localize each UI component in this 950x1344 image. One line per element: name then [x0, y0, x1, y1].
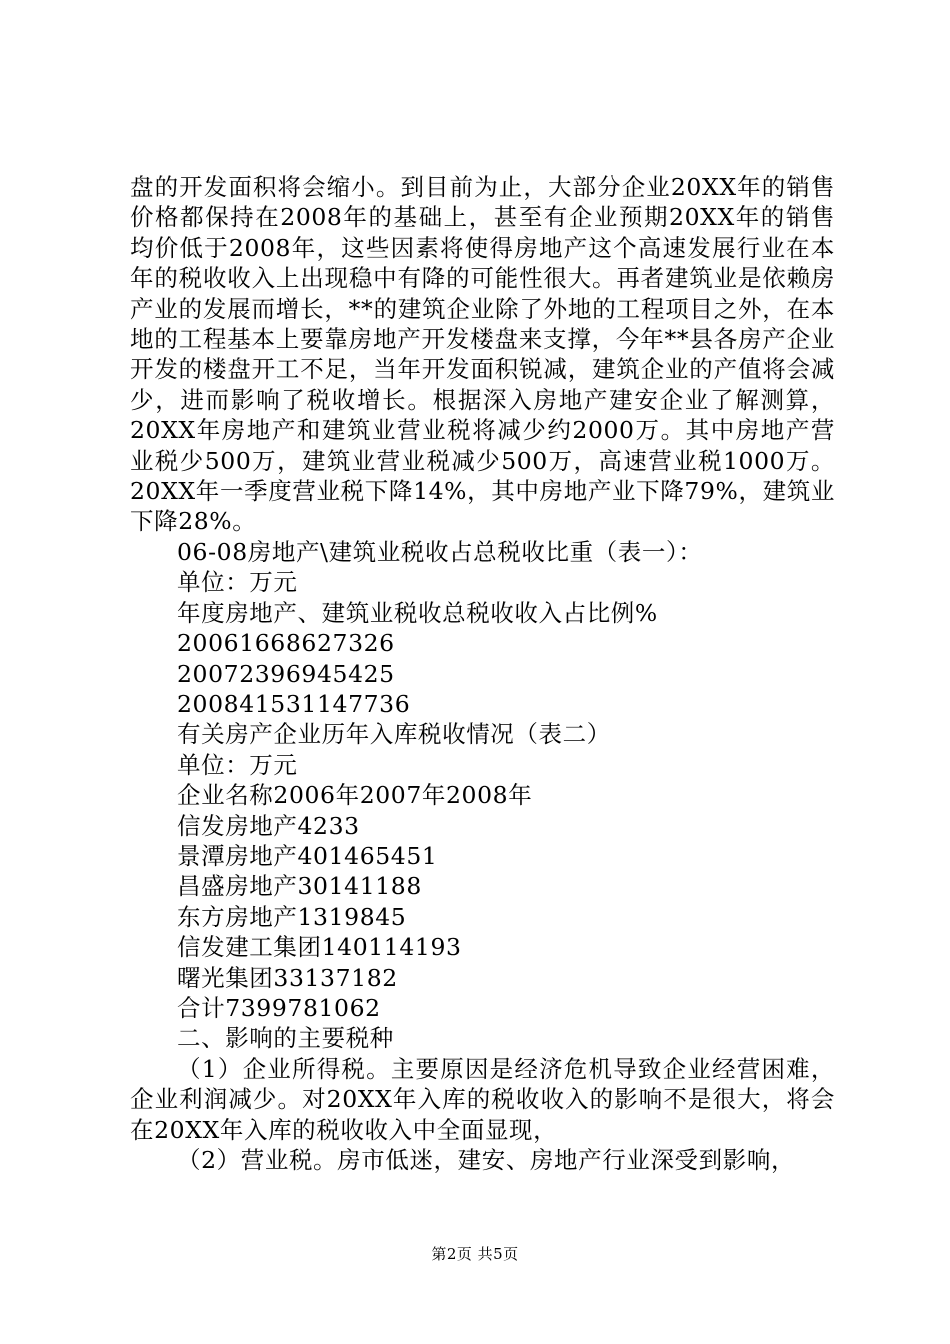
table-2-row: 景潭房地产401465451 — [177, 841, 438, 870]
document-body — [130, 172, 835, 1175]
paragraph-business-tax: （2）营业税。房市低迷，建安、房地产行业深受到影响， — [177, 1146, 796, 1174]
table-2-row: 昌盛房地产30141188 — [177, 872, 422, 901]
table-2-unit: 单位：万元 — [177, 750, 298, 779]
table-1-row: 20061668627326 — [177, 629, 395, 658]
paragraph-corporate-income-tax: （1）企业所得税。主要原因是经济危机导致企业经营困难，企业利润减少。对20XX年入库的税收收入的影响不是很大，将会在20XX年入库的税收收入中全面显现， — [130, 1054, 835, 1144]
table-2-row: 信发房地产4233 — [177, 811, 360, 840]
table-1-header: 年度房地产、建筑业税收总税收收入占比例% — [177, 598, 658, 627]
table-1-row: 200841531147736 — [177, 689, 411, 718]
section-2-heading: 二、影响的主要税种 — [177, 1024, 394, 1053]
table-2-header: 企业名称2006年2007年2008年 — [177, 781, 533, 810]
table-1-title: 06-08房地产\建筑业税收占总税收比重（表一）： — [177, 537, 703, 566]
table-2-row: 东方房地产1319845 — [177, 902, 407, 931]
paragraph-real-estate-impact: 盘的开发面积将会缩小。到目前为止，大部分企业20XX年的销售价格都保持在2008年的基础上，甚至有企业预期20XX年的销售均价低于2008年，这些因素将使得房地产这个高速发展行业在本年的税收收入上出现稳中有降的可能性很大。再者建筑业是依赖房产业的发展而增长，**的建筑企业除了外地的工程项目之外，在本地的工程基本上要靠房地产开发楼盘来支撑，今年**县各房产企业开发的楼盘开工不足，当年开发面积锐减，建筑企业的产值将会减少，进而影响了税收增长。根据深入房地产建安企业了解测算，20XX年房地产和建筑业营业税将减少约2000万。其中房地产营业税少500万，建筑业营业税减少500万，高速营业税1000万。20XX年一季度营业税下降14%，其中房地产业下降79%，建筑业下降28%。 — [130, 173, 835, 536]
page-number-footer: 第2页 共5页 — [431, 1245, 519, 1263]
table-1-unit: 单位：万元 — [177, 568, 298, 597]
table-1-row: 20072396945425 — [177, 659, 395, 688]
table-2-row: 信发建工集团140114193 — [177, 933, 462, 962]
table-2-title: 有关房产企业历年入库税收情况（表二） — [177, 720, 611, 749]
table-2-total-row: 合计7399781062 — [177, 993, 381, 1022]
table-2-row: 曙光集团33137182 — [177, 963, 398, 992]
